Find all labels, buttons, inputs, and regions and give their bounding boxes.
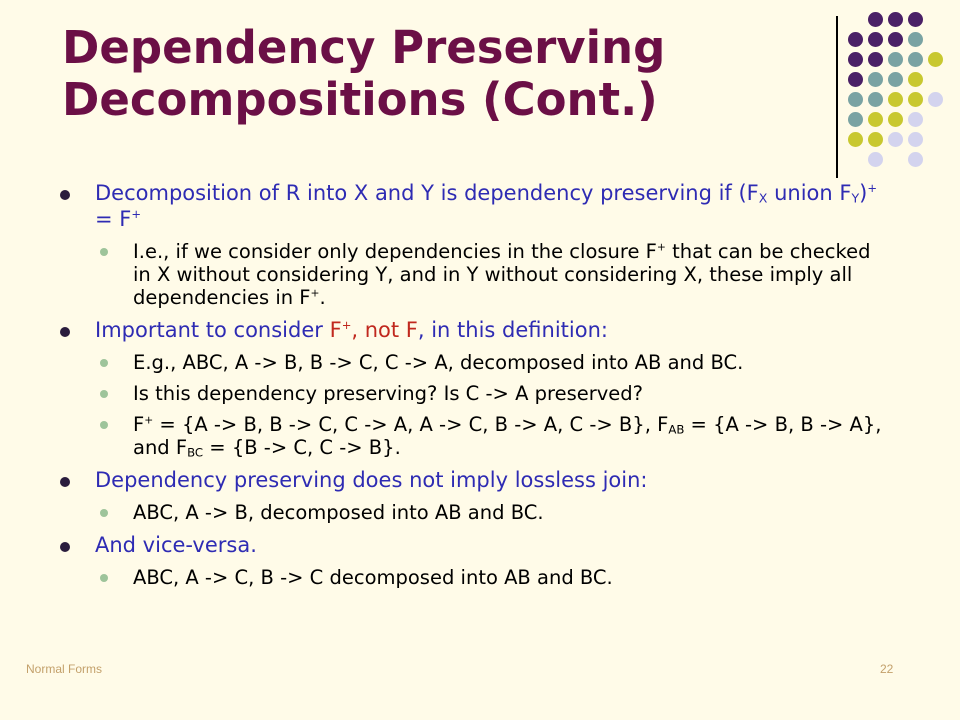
dot [868, 132, 883, 147]
dot [868, 92, 883, 107]
bullet-text: Dependency preserving does not imply lossless join: [95, 468, 648, 492]
superscript: + [656, 240, 666, 254]
text-run: = {A -> B, B -> A}, and F [133, 413, 882, 459]
bullet-level2 [60, 351, 890, 374]
footer-title: Normal Forms [26, 662, 103, 676]
text-run: union F [767, 181, 852, 205]
dot [908, 152, 923, 167]
divider-line [836, 16, 838, 178]
dot [868, 52, 883, 67]
subscript: AB [668, 422, 685, 437]
bullet-text [133, 413, 890, 459]
bullet-level1 [60, 532, 890, 558]
text-run: = {B -> C, C -> B}. [203, 436, 401, 459]
subscript: Y [851, 190, 860, 206]
bullet-text: E.g., ABC, A -> B, B -> C, C -> A, decomposed into AB and BC. [133, 351, 744, 374]
dot [908, 132, 923, 147]
subscript: BC [187, 445, 204, 460]
bullet-level2 [60, 413, 890, 459]
dot [888, 12, 903, 27]
bullet-text: And vice-versa. [95, 533, 257, 557]
dot [908, 92, 923, 107]
text-run: F [133, 413, 145, 436]
bullet-level1 [60, 317, 890, 343]
bullet-level2 [60, 501, 890, 524]
dot [928, 92, 943, 107]
bullet-dot-icon [60, 327, 70, 337]
title-line-1: Dependency Preserving [62, 21, 666, 74]
superscript: + [144, 413, 154, 427]
bullet-dot-icon [100, 390, 108, 398]
subscript: X [758, 190, 768, 206]
bullet-level2 [60, 382, 890, 405]
text-run: Important to consider [95, 318, 330, 342]
dot [868, 32, 883, 47]
dot [888, 112, 903, 127]
dot [908, 112, 923, 127]
bullet-text [133, 240, 890, 309]
dot [848, 72, 863, 87]
text-run: I.e., if we consider only dependencies in the closure F [133, 240, 657, 263]
bullet-dot-icon [100, 248, 108, 256]
text-run: = {A -> B, B -> C, C -> A, A -> C, B -> A, C -> B}, F [153, 413, 669, 436]
text-run: ) [859, 181, 868, 205]
bullet-dot-icon [100, 421, 108, 429]
dot [848, 112, 863, 127]
dot [908, 52, 923, 67]
dot [888, 52, 903, 67]
highlight-text: , not F [351, 318, 418, 342]
title-line-2: Decompositions (Cont.) [62, 73, 658, 126]
text-run: . [319, 286, 326, 309]
superscript: + [341, 317, 352, 332]
bullet-dot-icon [100, 574, 108, 582]
bullet-text: ABC, A -> B, decomposed into AB and BC. [133, 501, 544, 524]
bullet-dot-icon [60, 542, 70, 552]
bullet-dot-icon [100, 509, 108, 517]
bullet-text: Is this dependency preserving? Is C -> A preserved? [133, 382, 644, 405]
dot [908, 12, 923, 27]
dot [888, 72, 903, 87]
bullet-dot-icon [60, 477, 70, 487]
dot [868, 112, 883, 127]
dot [848, 52, 863, 67]
superscript: + [310, 286, 320, 300]
dot [848, 32, 863, 47]
slide-body [60, 180, 890, 597]
bullet-text: ABC, A -> C, B -> C decomposed into AB and BC. [133, 566, 613, 589]
decorative-dot-grid [848, 12, 956, 162]
text-run: , in this definition: [417, 318, 608, 342]
text-run: that can be checked in X without considering Y, and in Y without considering X, these imply all dependencies in F [133, 240, 871, 309]
bullet-dot-icon [60, 190, 70, 200]
dot [848, 132, 863, 147]
bullet-level2 [60, 566, 890, 589]
dot [888, 32, 903, 47]
bullet-dot-icon [100, 359, 108, 367]
dot [868, 72, 883, 87]
bullet-text [95, 317, 890, 343]
bullet-level2 [60, 240, 890, 309]
slide-title [62, 22, 822, 126]
highlight-text: F [329, 318, 342, 342]
bullet-level1 [60, 180, 890, 232]
dot [868, 152, 883, 167]
dot [908, 32, 923, 47]
dot [868, 12, 883, 27]
dot [908, 72, 923, 87]
page-number: 22 [880, 662, 894, 676]
dot [888, 132, 903, 147]
dot [888, 92, 903, 107]
bullet-level1 [60, 467, 890, 493]
dot [928, 52, 943, 67]
bullet-text [95, 180, 890, 232]
text-run: Decomposition of R into X and Y is dependency preserving if (F [95, 181, 759, 205]
superscript: + [867, 180, 878, 195]
dot [848, 92, 863, 107]
text-run: = F [95, 207, 132, 231]
superscript: + [131, 206, 142, 221]
